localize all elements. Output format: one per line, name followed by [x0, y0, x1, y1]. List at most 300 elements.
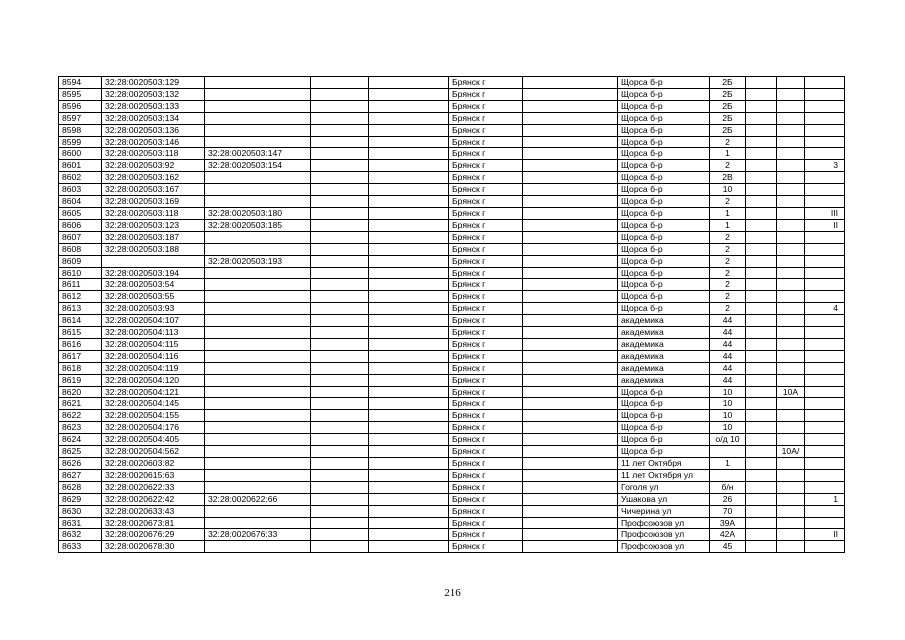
cell-col-12 [805, 315, 845, 327]
cell-col-7 [523, 207, 618, 219]
cell-building [777, 207, 805, 219]
cell-row-number: 8622 [59, 410, 102, 422]
cell-cadastral-number: 32:28:0020504:116 [102, 350, 205, 362]
cell-row-number: 8618 [59, 362, 102, 374]
cell-col-7 [523, 350, 618, 362]
cell-city: Брянск г [449, 410, 523, 422]
cell-col-5 [369, 446, 449, 458]
cell-col-5 [369, 291, 449, 303]
page-number: 216 [444, 587, 461, 599]
cell-street: Щорса б-р [618, 160, 710, 172]
cell-col-5 [369, 434, 449, 446]
cell-col-12 [805, 184, 845, 196]
cell-col-4 [311, 374, 369, 386]
cell-row-number: 8624 [59, 434, 102, 446]
cell-street: академика [618, 374, 710, 386]
cell-street: Профсоюзов ул [618, 517, 710, 529]
cell-col-12 [805, 434, 845, 446]
cell-building [777, 338, 805, 350]
cell-col-4 [311, 338, 369, 350]
table-row [59, 255, 845, 267]
cell-col-7 [523, 469, 618, 481]
cell-col-4 [311, 148, 369, 160]
cell-linked-cadastral-number: 32:28:0020503:154 [205, 160, 311, 172]
cell-house-number: 2В [710, 172, 746, 184]
cell-col-4 [311, 505, 369, 517]
cell-col-10 [746, 231, 777, 243]
cell-col-7 [523, 422, 618, 434]
cell-row-number: 8621 [59, 398, 102, 410]
cell-cadastral-number: 32:28:0020503:187 [102, 231, 205, 243]
cell-cadastral-number: 32:28:0020503:134 [102, 112, 205, 124]
cell-city: Брянск г [449, 529, 523, 541]
cell-col-7 [523, 243, 618, 255]
cell-col-4 [311, 398, 369, 410]
table-row [59, 541, 845, 553]
cell-house-number: 2 [710, 160, 746, 172]
cell-cadastral-number: 32:28:0020503:54 [102, 279, 205, 291]
cell-col-4 [311, 469, 369, 481]
cell-col-5 [369, 231, 449, 243]
cell-building [777, 469, 805, 481]
cell-col-4 [311, 196, 369, 208]
cell-col-10 [746, 481, 777, 493]
cell-house-number: б/н [710, 481, 746, 493]
table-row [59, 88, 845, 100]
cell-city: Брянск г [449, 160, 523, 172]
table-row [59, 243, 845, 255]
cell-building [777, 77, 805, 89]
cell-col-10 [746, 315, 777, 327]
cell-col-5 [369, 410, 449, 422]
cell-linked-cadastral-number [205, 481, 311, 493]
cell-col-12 [805, 148, 845, 160]
cell-col-12: II [805, 219, 845, 231]
cell-building [777, 410, 805, 422]
cell-row-number: 8603 [59, 184, 102, 196]
cell-house-number: 2Б [710, 112, 746, 124]
cell-col-7 [523, 374, 618, 386]
cell-col-4 [311, 541, 369, 553]
cell-col-10 [746, 446, 777, 458]
cell-col-10 [746, 172, 777, 184]
cell-col-12 [805, 386, 845, 398]
cell-col-10 [746, 88, 777, 100]
cell-col-12 [805, 88, 845, 100]
cell-col-12 [805, 291, 845, 303]
table-row [59, 517, 845, 529]
cell-cadastral-number: 32:28:0020504:121 [102, 386, 205, 398]
cell-linked-cadastral-number [205, 196, 311, 208]
cell-col-7 [523, 291, 618, 303]
cell-city: Брянск г [449, 362, 523, 374]
cell-col-12 [805, 255, 845, 267]
cell-linked-cadastral-number [205, 446, 311, 458]
cell-house-number: 2 [710, 136, 746, 148]
cell-house-number: 70 [710, 505, 746, 517]
cell-linked-cadastral-number [205, 434, 311, 446]
cell-col-5 [369, 398, 449, 410]
cell-building [777, 434, 805, 446]
cell-col-7 [523, 410, 618, 422]
cell-building [777, 517, 805, 529]
cell-col-5 [369, 124, 449, 136]
cell-col-7 [523, 362, 618, 374]
cell-city: Брянск г [449, 255, 523, 267]
cell-linked-cadastral-number [205, 338, 311, 350]
cell-col-7 [523, 303, 618, 315]
cell-city: Брянск г [449, 493, 523, 505]
cell-col-10 [746, 541, 777, 553]
table-row [59, 493, 845, 505]
cell-col-10 [746, 207, 777, 219]
cell-col-5 [369, 172, 449, 184]
cell-building [777, 172, 805, 184]
cell-cadastral-number: 32:28:0020622:42 [102, 493, 205, 505]
cell-col-12 [805, 77, 845, 89]
cell-col-5 [369, 374, 449, 386]
cell-house-number: 2 [710, 291, 746, 303]
cell-col-4 [311, 422, 369, 434]
cell-house-number: 2 [710, 255, 746, 267]
cell-col-4 [311, 243, 369, 255]
cell-col-10 [746, 362, 777, 374]
cell-street: академика [618, 327, 710, 339]
cell-row-number: 8600 [59, 148, 102, 160]
table-row [59, 112, 845, 124]
table-row [59, 136, 845, 148]
cell-col-4 [311, 362, 369, 374]
cell-col-7 [523, 386, 618, 398]
cell-street: Профсоюзов ул [618, 541, 710, 553]
cell-house-number: 2Б [710, 77, 746, 89]
cell-linked-cadastral-number [205, 303, 311, 315]
cell-col-7 [523, 184, 618, 196]
cell-row-number: 8605 [59, 207, 102, 219]
cell-col-5 [369, 505, 449, 517]
cell-city: Брянск г [449, 469, 523, 481]
cell-row-number: 8629 [59, 493, 102, 505]
cell-street: Щорса б-р [618, 243, 710, 255]
cell-linked-cadastral-number [205, 279, 311, 291]
cell-linked-cadastral-number: 32:28:0020676:33 [205, 529, 311, 541]
cell-col-5 [369, 529, 449, 541]
cell-house-number: 2 [710, 303, 746, 315]
cell-city: Брянск г [449, 148, 523, 160]
cell-cadastral-number: 32:28:0020622:33 [102, 481, 205, 493]
cell-building [777, 398, 805, 410]
cell-cadastral-number: 32:28:0020676:29 [102, 529, 205, 541]
cell-col-4 [311, 88, 369, 100]
cell-col-12 [805, 279, 845, 291]
cell-street: Щорса б-р [618, 196, 710, 208]
cell-building [777, 184, 805, 196]
cell-street: Щорса б-р [618, 434, 710, 446]
cell-house-number: 10 [710, 386, 746, 398]
cell-building [777, 350, 805, 362]
cell-col-10 [746, 279, 777, 291]
cell-col-10 [746, 291, 777, 303]
table-row [59, 172, 845, 184]
cell-col-4 [311, 458, 369, 470]
cell-street: 11 лет Октября ул [618, 469, 710, 481]
cell-cadastral-number: 32:28:0020503:146 [102, 136, 205, 148]
cell-linked-cadastral-number [205, 267, 311, 279]
cell-house-number: 2 [710, 243, 746, 255]
cell-city: Брянск г [449, 136, 523, 148]
table-row [59, 338, 845, 350]
cell-building [777, 136, 805, 148]
cell-building [777, 255, 805, 267]
cell-house-number [710, 469, 746, 481]
cell-house-number: 1 [710, 219, 746, 231]
cell-col-5 [369, 279, 449, 291]
cell-row-number: 8596 [59, 100, 102, 112]
cell-city: Брянск г [449, 279, 523, 291]
table-row [59, 458, 845, 470]
cell-col-12 [805, 172, 845, 184]
table-row [59, 279, 845, 291]
cell-street: Щорса б-р [618, 136, 710, 148]
cell-col-12 [805, 446, 845, 458]
cell-building [777, 458, 805, 470]
cell-col-5 [369, 255, 449, 267]
cell-city: Брянск г [449, 434, 523, 446]
cell-cadastral-number: 32:28:0020503:93 [102, 303, 205, 315]
cell-street: Щорса б-р [618, 291, 710, 303]
cell-col-7 [523, 446, 618, 458]
cell-col-5 [369, 362, 449, 374]
cell-col-10 [746, 136, 777, 148]
cell-street: Щорса б-р [618, 184, 710, 196]
cell-col-5 [369, 148, 449, 160]
cell-row-number: 8627 [59, 469, 102, 481]
cell-linked-cadastral-number [205, 374, 311, 386]
cell-street: Щорса б-р [618, 255, 710, 267]
table-row [59, 505, 845, 517]
cell-col-12: 4 [805, 303, 845, 315]
cell-col-10 [746, 196, 777, 208]
cell-row-number: 8611 [59, 279, 102, 291]
cell-col-10 [746, 124, 777, 136]
cell-street: академика [618, 315, 710, 327]
table-row [59, 160, 845, 172]
cell-row-number: 8632 [59, 529, 102, 541]
cell-cadastral-number: 32:28:0020673:81 [102, 517, 205, 529]
cell-row-number: 8601 [59, 160, 102, 172]
cell-row-number: 8612 [59, 291, 102, 303]
cell-col-5 [369, 350, 449, 362]
cell-building [777, 243, 805, 255]
cell-building [777, 112, 805, 124]
cell-street: Щорса б-р [618, 279, 710, 291]
cell-house-number [710, 446, 746, 458]
cell-linked-cadastral-number [205, 350, 311, 362]
cell-row-number: 8602 [59, 172, 102, 184]
table-row [59, 446, 845, 458]
cell-linked-cadastral-number [205, 124, 311, 136]
cell-house-number: 2Б [710, 100, 746, 112]
cell-col-7 [523, 231, 618, 243]
table-row [59, 434, 845, 446]
cell-house-number: 10 [710, 422, 746, 434]
cell-col-4 [311, 207, 369, 219]
table-row [59, 481, 845, 493]
cell-linked-cadastral-number [205, 243, 311, 255]
cell-row-number: 8623 [59, 422, 102, 434]
cell-row-number: 8609 [59, 255, 102, 267]
cell-col-7 [523, 172, 618, 184]
cell-house-number: 1 [710, 148, 746, 160]
cell-col-12 [805, 100, 845, 112]
cell-row-number: 8626 [59, 458, 102, 470]
cell-col-7 [523, 493, 618, 505]
cell-city: Брянск г [449, 243, 523, 255]
cell-city: Брянск г [449, 112, 523, 124]
cell-row-number: 8608 [59, 243, 102, 255]
cell-row-number: 8607 [59, 231, 102, 243]
cell-city: Брянск г [449, 77, 523, 89]
cell-col-4 [311, 529, 369, 541]
cell-house-number: 2 [710, 279, 746, 291]
cell-col-4 [311, 386, 369, 398]
cell-col-12 [805, 362, 845, 374]
cell-house-number: 2Б [710, 124, 746, 136]
cell-col-5 [369, 112, 449, 124]
cell-house-number: 44 [710, 350, 746, 362]
cell-col-10 [746, 529, 777, 541]
cell-city: Брянск г [449, 481, 523, 493]
cell-col-4 [311, 219, 369, 231]
cell-row-number: 8625 [59, 446, 102, 458]
cell-linked-cadastral-number: 32:28:0020503:193 [205, 255, 311, 267]
cell-row-number: 8617 [59, 350, 102, 362]
cell-row-number: 8604 [59, 196, 102, 208]
cell-street: Щорса б-р [618, 267, 710, 279]
cell-col-4 [311, 315, 369, 327]
cell-linked-cadastral-number [205, 172, 311, 184]
cell-building [777, 148, 805, 160]
cell-city: Брянск г [449, 315, 523, 327]
cell-street: Щорса б-р [618, 410, 710, 422]
cell-city: Брянск г [449, 327, 523, 339]
cell-row-number: 8606 [59, 219, 102, 231]
cell-col-10 [746, 77, 777, 89]
cell-row-number: 8597 [59, 112, 102, 124]
cell-cadastral-number: 32:28:0020504:562 [102, 446, 205, 458]
cell-col-4 [311, 434, 369, 446]
cell-street: Щорса б-р [618, 386, 710, 398]
cell-cadastral-number: 32:28:0020503:55 [102, 291, 205, 303]
cell-col-5 [369, 267, 449, 279]
cell-col-5 [369, 243, 449, 255]
cell-row-number: 8631 [59, 517, 102, 529]
cell-city: Брянск г [449, 458, 523, 470]
cell-city: Брянск г [449, 398, 523, 410]
cell-col-10 [746, 410, 777, 422]
cell-col-7 [523, 458, 618, 470]
cell-col-4 [311, 136, 369, 148]
cell-col-7 [523, 148, 618, 160]
cell-col-12 [805, 398, 845, 410]
cell-cadastral-number: 32:28:0020615:63 [102, 469, 205, 481]
cell-col-10 [746, 255, 777, 267]
cell-col-7 [523, 481, 618, 493]
cell-cadastral-number [102, 255, 205, 267]
cell-linked-cadastral-number [205, 469, 311, 481]
cell-linked-cadastral-number [205, 184, 311, 196]
cell-col-5 [369, 315, 449, 327]
cell-building [777, 422, 805, 434]
cell-col-10 [746, 219, 777, 231]
cell-col-5 [369, 422, 449, 434]
cell-house-number: 10 [710, 398, 746, 410]
cell-house-number: 42А [710, 529, 746, 541]
cell-street: Щорса б-р [618, 207, 710, 219]
cell-building [777, 291, 805, 303]
cell-linked-cadastral-number [205, 77, 311, 89]
cell-house-number: 39А [710, 517, 746, 529]
cell-col-7 [523, 398, 618, 410]
cell-col-5 [369, 481, 449, 493]
table-row [59, 469, 845, 481]
cell-city: Брянск г [449, 172, 523, 184]
table-row [59, 410, 845, 422]
cell-street: Щорса б-р [618, 148, 710, 160]
cell-cadastral-number: 32:28:0020504:107 [102, 315, 205, 327]
cell-city: Брянск г [449, 207, 523, 219]
cell-city: Брянск г [449, 374, 523, 386]
cell-row-number: 8633 [59, 541, 102, 553]
cell-cadastral-number: 32:28:0020503:162 [102, 172, 205, 184]
cell-col-12 [805, 350, 845, 362]
cell-city: Брянск г [449, 338, 523, 350]
cell-linked-cadastral-number [205, 398, 311, 410]
cell-building [777, 327, 805, 339]
cell-building [777, 362, 805, 374]
cell-city: Брянск г [449, 88, 523, 100]
cell-city: Брянск г [449, 505, 523, 517]
cell-col-7 [523, 517, 618, 529]
cell-cadastral-number: 32:28:0020504:120 [102, 374, 205, 386]
cell-col-4 [311, 184, 369, 196]
cell-cadastral-number: 32:28:0020503:194 [102, 267, 205, 279]
cell-col-12 [805, 505, 845, 517]
cell-row-number: 8630 [59, 505, 102, 517]
cell-col-5 [369, 493, 449, 505]
cell-col-4 [311, 493, 369, 505]
cell-row-number: 8595 [59, 88, 102, 100]
cell-col-5 [369, 303, 449, 315]
cell-col-12 [805, 112, 845, 124]
cell-col-12 [805, 196, 845, 208]
cell-building [777, 505, 805, 517]
cell-building [777, 100, 805, 112]
cell-col-12 [805, 410, 845, 422]
table-row [59, 398, 845, 410]
table-row [59, 267, 845, 279]
cell-linked-cadastral-number [205, 136, 311, 148]
cell-house-number: 44 [710, 338, 746, 350]
cell-house-number: 26 [710, 493, 746, 505]
cell-col-10 [746, 184, 777, 196]
cell-street: Профсоюзов ул [618, 529, 710, 541]
cell-col-12 [805, 517, 845, 529]
cell-house-number: 44 [710, 374, 746, 386]
cell-col-10 [746, 243, 777, 255]
cell-linked-cadastral-number: 32:28:0020503:147 [205, 148, 311, 160]
cell-col-5 [369, 458, 449, 470]
